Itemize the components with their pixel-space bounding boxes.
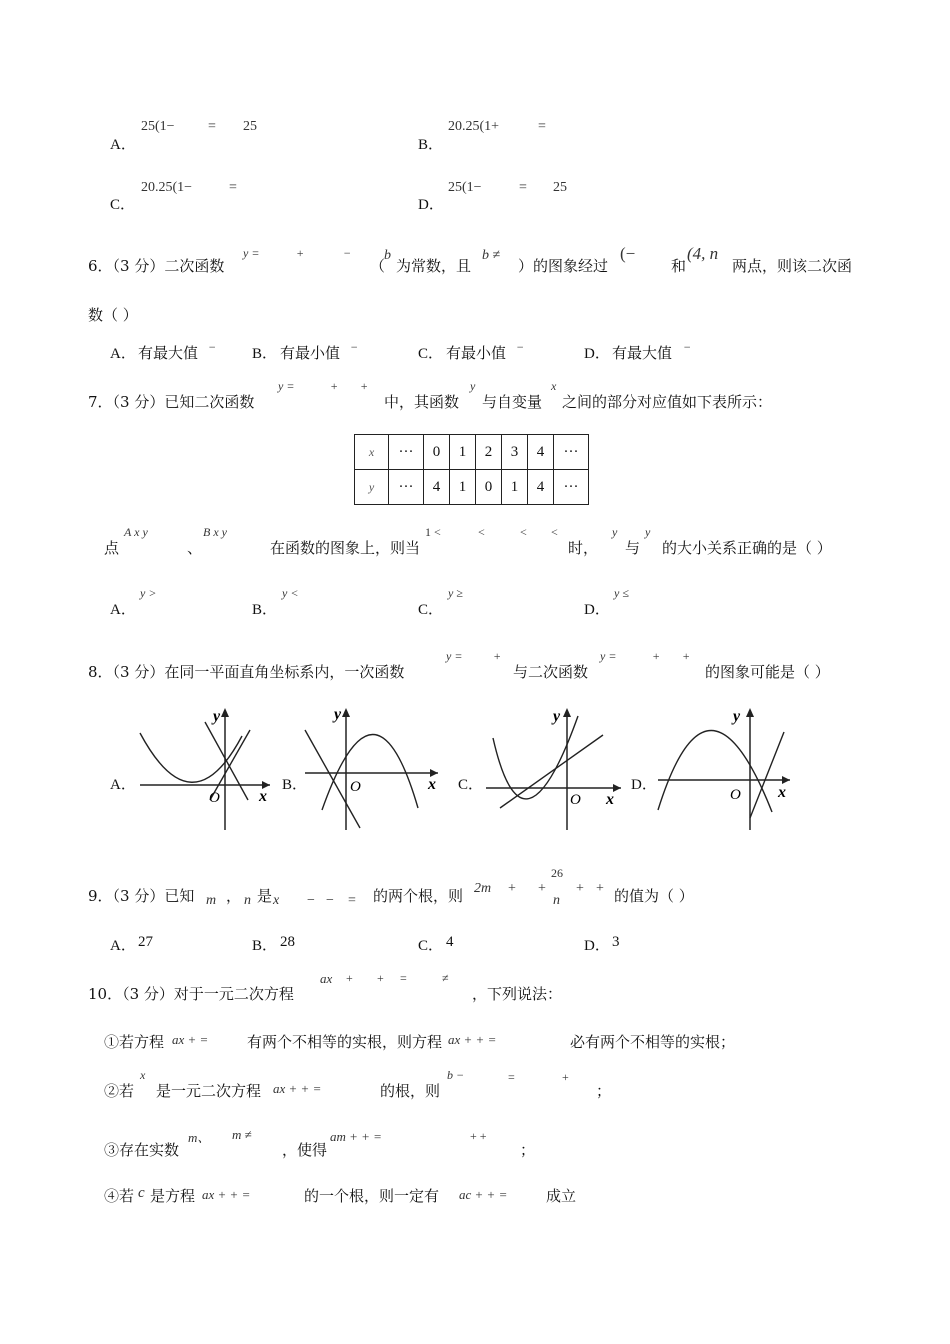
table-cell: 3 xyxy=(502,435,528,470)
formula: x xyxy=(551,379,557,393)
formula: b − xyxy=(447,1068,465,1082)
question-text: 与 xyxy=(625,539,641,557)
formula: ax + + = xyxy=(448,1032,497,1047)
statement-text: ④若 xyxy=(104,1187,135,1205)
arrow-icon xyxy=(782,776,790,784)
option-label[interactable]: C． xyxy=(418,938,444,954)
formula: + xyxy=(330,379,339,393)
question-text: 数（ ） xyxy=(88,306,138,324)
formula: ax + + = xyxy=(273,1081,322,1096)
line-1 xyxy=(205,722,248,800)
arrow-icon xyxy=(342,708,350,717)
formula: n xyxy=(553,893,560,908)
formula: y = xyxy=(446,649,463,663)
formula: y xyxy=(645,525,651,539)
formula: + xyxy=(346,971,353,985)
table-cell: ··· xyxy=(389,470,424,505)
statement-text: 的根，则 xyxy=(380,1082,441,1100)
question-stem: 7．（3 分）已知二次函数 xyxy=(88,393,255,411)
option-label[interactable]: A． xyxy=(110,602,136,618)
formula: + xyxy=(493,649,502,663)
question-text: 和 xyxy=(671,257,687,275)
question-text: ）的图象经过 xyxy=(518,257,609,275)
formula: B x y xyxy=(203,525,227,539)
option-label[interactable]: B． xyxy=(252,346,278,362)
table-cell: 0 xyxy=(476,470,502,505)
formula: − xyxy=(343,246,352,260)
formula: y = xyxy=(243,246,260,260)
y-axis-label: y xyxy=(213,708,221,725)
formula: b ≠ xyxy=(482,248,501,263)
origin-label: O xyxy=(209,790,220,806)
formula: = xyxy=(229,180,237,195)
statement-text: ，使得 xyxy=(282,1141,328,1159)
option-label[interactable]: D． xyxy=(631,777,657,793)
table-cell: ··· xyxy=(554,435,589,470)
arrow-icon xyxy=(563,708,571,717)
table-cell: 4 xyxy=(424,470,450,505)
question-text: 的两个根，则 xyxy=(373,887,464,905)
statement-text: ； xyxy=(520,1141,536,1159)
formula: 26 xyxy=(551,866,563,880)
formula: = xyxy=(400,971,407,985)
option-text: 有最大值 xyxy=(612,344,673,362)
question-text: 与自变量 xyxy=(482,393,543,411)
formula: y xyxy=(612,525,618,539)
parabola xyxy=(322,734,418,810)
formula: y ≥ xyxy=(448,586,463,600)
option-label[interactable]: A． xyxy=(110,777,136,793)
origin-label: O xyxy=(730,787,741,803)
arrow-icon xyxy=(613,784,621,792)
x-axis-label: x xyxy=(606,791,614,808)
formula: 25 xyxy=(553,180,567,195)
formula: y xyxy=(470,379,476,393)
question-text: 的图象可能是（ ） xyxy=(705,663,830,681)
question-stem: 8．（3 分）在同一平面直角坐标系内，一次函数 xyxy=(88,663,405,681)
origin-label: O xyxy=(350,779,361,795)
table-cell: 2 xyxy=(476,435,502,470)
formula: ≠ xyxy=(442,971,449,985)
formula: 20.25(1− xyxy=(141,180,193,195)
question-text: 两点，则该二次函 xyxy=(732,257,853,275)
option-text: 有最小值 xyxy=(446,344,507,362)
formula: y ≤ xyxy=(614,586,629,600)
table-cell: 1 xyxy=(450,470,476,505)
table-header: y xyxy=(355,470,389,505)
formula: = xyxy=(519,180,527,195)
question-text: ， xyxy=(226,887,242,905)
question-text: （ xyxy=(370,257,386,275)
formula: + xyxy=(508,881,516,896)
question-text: ，下列说法： xyxy=(472,985,563,1003)
statement-text: 必有两个不相等的实根； xyxy=(570,1033,736,1051)
formula: 1 < xyxy=(425,525,441,539)
option-text: 有最小值 xyxy=(280,344,341,362)
graph-d[interactable] xyxy=(650,700,800,835)
question-text: 是 xyxy=(257,887,273,905)
formula: = xyxy=(208,119,216,134)
option-label[interactable]: B． xyxy=(418,137,444,153)
option-label[interactable]: C． xyxy=(418,346,444,362)
table-header: x xyxy=(355,435,389,470)
question-text: 与二次函数 xyxy=(513,663,589,681)
table-cell: 4 xyxy=(528,435,554,470)
formula: (− xyxy=(620,244,636,263)
table-cell: ··· xyxy=(554,470,589,505)
graph-b[interactable] xyxy=(300,700,445,835)
option-label[interactable]: C． xyxy=(458,777,484,793)
formula: + + xyxy=(470,1129,487,1143)
statement-text: 是方程 xyxy=(150,1187,196,1205)
option-label[interactable]: D． xyxy=(418,197,444,213)
formula: x xyxy=(140,1068,146,1082)
option-text: 3 xyxy=(612,934,620,950)
formula: + xyxy=(576,881,584,896)
question-text: 、 xyxy=(187,539,203,557)
option-text: 有最大值 xyxy=(138,344,199,362)
formula: + xyxy=(538,881,546,896)
option-text: 27 xyxy=(138,934,153,950)
formula: y = xyxy=(600,649,617,663)
option-label[interactable]: B． xyxy=(252,938,278,954)
x-axis-label: x xyxy=(259,788,267,805)
formula: < xyxy=(520,525,527,539)
arrow-icon xyxy=(746,708,754,717)
formula: = xyxy=(348,893,356,908)
statement-text: 是一元二次方程 xyxy=(156,1082,262,1100)
formula: y > xyxy=(140,586,157,600)
table-cell: 0 xyxy=(424,435,450,470)
formula: = xyxy=(538,119,546,134)
question-text: 中，其函数 xyxy=(384,393,460,411)
formula: (4, n xyxy=(687,244,719,263)
graph-a[interactable] xyxy=(130,700,280,835)
formula: − xyxy=(350,340,359,354)
table-row xyxy=(355,435,589,470)
table-cell: ··· xyxy=(389,435,424,470)
formula: m ≠ xyxy=(232,1127,252,1142)
option-label[interactable]: D． xyxy=(584,938,610,954)
question-text: 的值为（ ） xyxy=(614,887,694,905)
y-axis-label: y xyxy=(733,708,741,725)
formula: am + + = xyxy=(330,1129,382,1144)
formula: ax xyxy=(320,971,333,986)
formula: − xyxy=(683,340,692,354)
statement-text: ； xyxy=(596,1082,612,1100)
formula: m xyxy=(206,893,217,908)
formula: 25(1− xyxy=(141,119,175,134)
formula: ac + + = xyxy=(459,1187,508,1202)
option-label[interactable]: B． xyxy=(282,777,308,793)
formula: m、 xyxy=(188,1130,211,1145)
formula: c xyxy=(138,1185,145,1201)
y-axis-label: y xyxy=(553,708,561,725)
option-text: 4 xyxy=(446,934,454,950)
statement-text: 成立 xyxy=(546,1187,577,1205)
question-stem: 6．（3 分）二次函数 xyxy=(88,257,225,275)
option-text: 28 xyxy=(280,934,295,950)
formula: + xyxy=(377,971,384,985)
formula: − xyxy=(208,340,217,354)
formula: − xyxy=(307,893,315,908)
parabola xyxy=(493,716,578,799)
arrow-icon xyxy=(221,708,229,717)
formula: < xyxy=(478,525,485,539)
line-1 xyxy=(500,735,603,808)
table-cell: 1 xyxy=(502,470,528,505)
graph-c[interactable] xyxy=(478,700,628,835)
formula: n xyxy=(244,893,251,908)
question-text: 之间的部分对应值如下表所示： xyxy=(562,393,773,411)
option-label[interactable]: C． xyxy=(110,197,136,213)
statement-text: 有两个不相等的实根，则方程 xyxy=(247,1033,443,1051)
x-axis-label: x xyxy=(428,776,436,793)
formula: y = xyxy=(278,379,295,393)
formula: A x y xyxy=(124,525,148,539)
option-label[interactable]: D． xyxy=(584,346,610,362)
formula: 25(1− xyxy=(448,180,482,195)
option-label[interactable]: A． xyxy=(110,938,136,954)
formula: + xyxy=(596,881,604,896)
formula: x xyxy=(273,893,280,908)
formula: + xyxy=(652,649,661,663)
formula: 2m xyxy=(474,881,492,896)
question-text: 在函数的图象上，则当 xyxy=(270,539,421,557)
statement-text: ③存在实数 xyxy=(104,1141,180,1159)
statement-text: ②若 xyxy=(104,1082,135,1100)
value-table xyxy=(354,434,589,505)
table-cell: 4 xyxy=(528,470,554,505)
y-axis-label: y xyxy=(334,706,342,723)
formula: + xyxy=(296,246,305,260)
formula: + xyxy=(562,1070,569,1084)
formula: ax + + = xyxy=(202,1187,251,1202)
formula: b xyxy=(384,248,391,263)
formula: − xyxy=(326,893,334,908)
x-axis-label: x xyxy=(778,784,786,801)
question-stem: 9．（3 分）已知 xyxy=(88,887,195,905)
option-label[interactable]: D． xyxy=(584,602,610,618)
question-text: 点 xyxy=(104,539,120,557)
option-label[interactable]: A． xyxy=(110,137,136,153)
option-label[interactable]: B． xyxy=(252,602,278,618)
statement-text: 的一个根，则一定有 xyxy=(304,1187,440,1205)
question-stem: 10．（3 分）对于一元二次方程 xyxy=(88,985,294,1003)
option-label[interactable]: A． xyxy=(110,346,136,362)
question-text: 时， xyxy=(568,539,599,557)
formula: − xyxy=(516,340,525,354)
parabola xyxy=(658,730,772,812)
statement-text: ①若方程 xyxy=(104,1033,165,1051)
origin-label: O xyxy=(570,792,581,808)
question-text: 为常数，且 xyxy=(396,257,472,275)
table-row xyxy=(355,470,589,505)
question-text: 的大小关系正确的是（ ） xyxy=(662,539,832,557)
formula: + xyxy=(360,379,369,393)
formula: + xyxy=(682,649,691,663)
formula: 20.25(1+ xyxy=(448,119,500,134)
formula: y < xyxy=(282,586,299,600)
parabola xyxy=(140,733,242,782)
formula: < xyxy=(551,525,558,539)
formula: = xyxy=(508,1070,515,1084)
formula: ax + = xyxy=(172,1032,209,1047)
option-label[interactable]: C． xyxy=(418,602,444,618)
table-cell: 1 xyxy=(450,435,476,470)
formula: 25 xyxy=(243,119,257,134)
